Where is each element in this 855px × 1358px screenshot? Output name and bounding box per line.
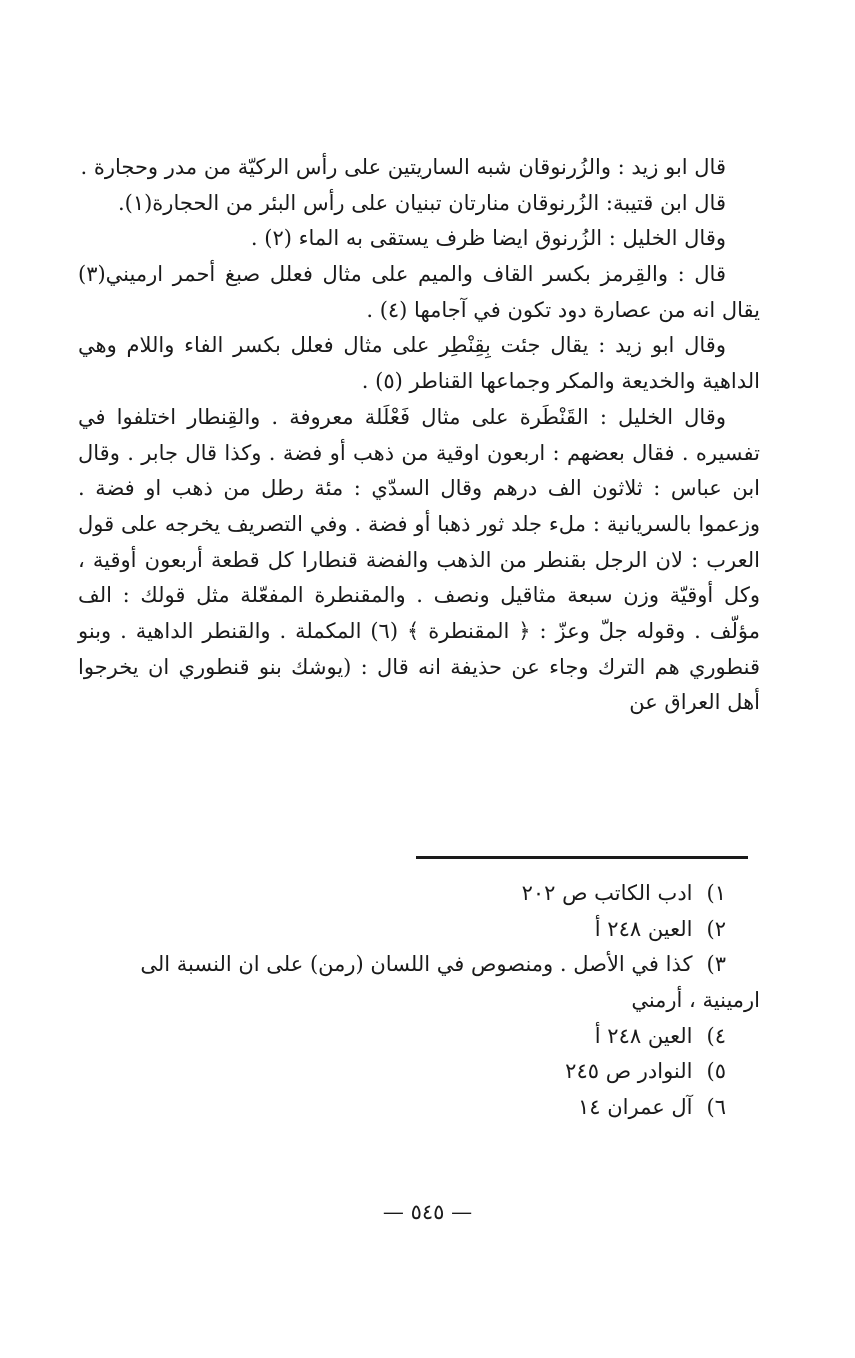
footnote-number: ٤) — [706, 1023, 726, 1048]
footnote-6 — [78, 1090, 760, 1126]
paragraph-5: وقال ابو زيد : يقال جئت بِقِنْطِر على مثال فعلل بكسر الفاء واللام وهي الداهية والخديعة والمكر وجماعها القناطر (٥) . — [78, 333, 760, 394]
paragraph-1: قال ابو زيد : والزُرنوقان شبه الساريتين على رأس الركيّة من مدر وحجارة . — [80, 155, 726, 179]
paragraph-3: وقال الخليل : الزُرنوق ايضا ظرف يستقى به الماء (٢) . — [250, 226, 726, 251]
footnote-number: ٢) — [706, 916, 726, 941]
main-text — [78, 150, 760, 721]
footnote-3-continuation: ارمينية ، أرمني — [631, 988, 760, 1013]
footnote-text: النوادر ص ٢٤٥ — [565, 1059, 693, 1084]
footnote-number: ١) — [706, 881, 726, 905]
footnote-text: كذا في الأصل . ومنصوص في اللسان (رمن) على ان النسبة الى — [140, 952, 693, 977]
footnote-number: ٦) — [706, 1095, 726, 1120]
footnote-3 — [78, 947, 760, 983]
footnote-5 — [78, 1054, 760, 1090]
footnotes — [78, 876, 760, 1126]
footnote-text: العين ٢٤٨ أ — [594, 916, 693, 941]
page-number: — ٥٤٥ — — [382, 1200, 473, 1224]
footnote-2 — [78, 912, 760, 948]
footnote-text: العين ٢٤٨ أ — [594, 1023, 693, 1048]
paragraph-4: قال : والقِرمز بكسر القاف والميم على مثال فعلل صبغ أحمر ارميني(٣) يقال انه من عصارة دود تكون في آجامها (٤) . — [78, 262, 760, 322]
footnote-1 — [78, 876, 760, 912]
footnote-text: آل عمران ١٤ — [577, 1095, 693, 1120]
footnote-number: ٣) — [706, 952, 726, 977]
footnote-divider — [416, 856, 748, 859]
paragraph-6: وقال الخليل : القَنْطَرة على مثال فَعْلَلة معروفة . والقِنطار اختلفوا في تفسيره . فقال بعضهم : اربعون اوقية من ذهب أو فضة . وكذا قال جابر . وقال ابن عباس : ثلاثون الف درهم وقال السدّي : مئة رطل من ذهب او فضة . وزعموا بالسريانية : ملء جلد ثور ذهبا أو فضة . وفي التصريف يخرجه على قول العرب : لان الرجل بقنطر من الذهب والفضة قنطارا كل قطعة أربعون أوقية ، وكل أوقيّة وزن سبعة مثاقيل ونصف . والمقنطرة المفعّلة مثل قولك : الف مؤلّف . وقوله جلّ وعزّ : ﴿ المقنطرة ﴾ (٦) المكملة . والقنطر الداهية . وبنو قنطوري هم الترك وجاء عن حذيفة انه قال : (يوشك بنو قنطوري ان يخرجوا أهل العراق عن — [78, 404, 760, 715]
footnote-number: ٥) — [706, 1059, 726, 1084]
footnote-text: ادب الكاتب ص ٢٠٢ — [521, 881, 693, 905]
footnote-4 — [78, 1019, 760, 1055]
paragraph-2: قال ابن قتيبة: الزُرنوقان منارتان تبنيان على رأس البئر من الحجارة(١). — [117, 190, 726, 215]
